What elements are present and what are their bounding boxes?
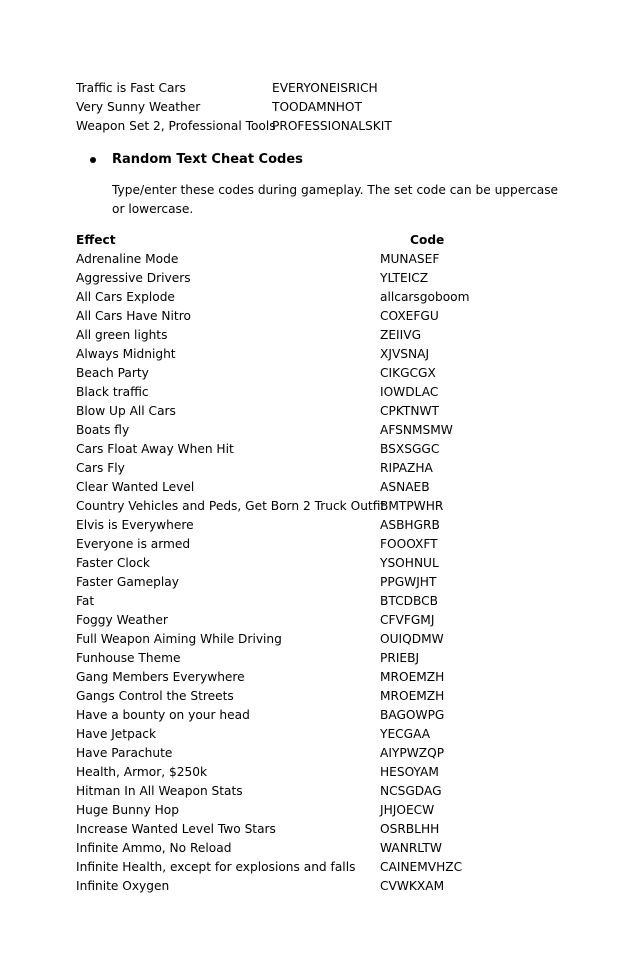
table-row [76, 497, 596, 516]
table-row [76, 250, 596, 269]
effect-cell: Funhouse Theme [76, 651, 181, 665]
table-row [76, 79, 596, 98]
effect-cell: Increase Wanted Level Two Stars [76, 822, 276, 836]
effect-cell: Faster Clock [76, 556, 150, 570]
section-heading-text: Random Text Cheat Codes [112, 152, 303, 167]
effect-cell: Gangs Control the Streets [76, 689, 234, 703]
effect-cell: Infinite Oxygen [76, 879, 170, 893]
code-cell: BTCDBCB [380, 594, 439, 608]
effect-cell: Elvis is Everywhere [76, 518, 194, 532]
effect-cell: Hitman In All Weapon Stats [76, 784, 243, 798]
table-row [76, 706, 596, 725]
code-cell: BMTPWHR [380, 499, 444, 513]
effect-cell: Aggressive Drivers [76, 271, 191, 285]
table-row [76, 326, 596, 345]
effect-cell: Faster Gameplay [76, 575, 179, 589]
table-row [76, 801, 596, 820]
code-cell: RIPAZHA [380, 461, 433, 475]
code-cell: TOODAMNHOT [272, 100, 362, 114]
table-row [76, 630, 596, 649]
intro-paragraph: Type/enter these codes during gameplay. The set code can be uppercase or lowercase. [112, 183, 559, 216]
table-row [76, 307, 596, 326]
code-cell: NCSGDAG [380, 784, 442, 798]
table-row [76, 440, 596, 459]
code-cell: BAGOWPG [380, 708, 445, 722]
table-row [76, 744, 596, 763]
code-cell: PROFESSIONALSKIT [272, 119, 392, 133]
effect-cell: Full Weapon Aiming While Driving [76, 632, 282, 646]
table-row [76, 288, 596, 307]
table-row [76, 649, 596, 668]
code-cell: ASBHGRB [380, 518, 440, 532]
code-cell: ASNAEB [380, 480, 430, 494]
code-cell: CVWKXAM [380, 879, 445, 893]
code-cell: MROEMZH [380, 689, 445, 703]
top-cheat-rows [76, 79, 596, 136]
table-row [76, 459, 596, 478]
code-cell: WANRLTW [380, 841, 442, 855]
table-row [76, 858, 596, 877]
code-cell: ZEIIVG [380, 328, 422, 342]
code-cell: YLTEICZ [380, 271, 429, 285]
table-row [76, 592, 596, 611]
code-cell: allcarsgoboom [380, 290, 470, 304]
code-cell: YECGAA [380, 727, 431, 741]
effect-cell: Foggy Weather [76, 613, 168, 627]
code-cell: COXEFGU [380, 309, 439, 323]
table-row [76, 820, 596, 839]
code-cell: MUNASEF [380, 252, 440, 266]
effect-cell: Country Vehicles and Peds, Get Born 2 Truck Outfit [76, 499, 386, 513]
code-cell: AIYPWZQP [380, 746, 445, 760]
effect-cell: Very Sunny Weather [76, 100, 201, 114]
effect-cell: Traffic is Fast Cars [76, 81, 186, 95]
effect-cell: Have Parachute [76, 746, 173, 760]
code-cell: JHJOECW [380, 803, 435, 817]
effect-cell: Huge Bunny Hop [76, 803, 179, 817]
table-row [76, 421, 596, 440]
table-row [76, 668, 596, 687]
table-row [76, 763, 596, 782]
code-cell: BSXSGGC [380, 442, 440, 456]
code-cell: PPGWJHT [380, 575, 437, 589]
table-row [76, 554, 596, 573]
code-cell: OUIQDMW [380, 632, 444, 646]
table-row [76, 611, 596, 630]
table-row [76, 839, 596, 858]
table-row [76, 687, 596, 706]
effect-cell: Everyone is armed [76, 537, 191, 551]
code-cell: CAINEMVHZC [380, 860, 463, 874]
code-cell: HESOYAM [380, 765, 439, 779]
effect-cell: Have Jetpack [76, 727, 157, 741]
effect-cell: Always Midnight [76, 347, 176, 361]
table-row [76, 782, 596, 801]
code-column-header: Code [410, 233, 445, 247]
effect-cell: Weapon Set 2, Professional Tools [76, 119, 276, 133]
effect-cell: Clear Wanted Level [76, 480, 195, 494]
effect-cell: Boats fly [76, 423, 130, 437]
code-cell: XJVSNAJ [380, 347, 430, 361]
table-row [76, 725, 596, 744]
effect-cell: Infinite Ammo, No Reload [76, 841, 232, 855]
code-cell: IOWDLAC [380, 385, 439, 399]
code-cell: FOOOXFT [380, 537, 438, 551]
code-cell: AFSNMSMW [380, 423, 453, 437]
table-row [76, 383, 596, 402]
table-row [76, 117, 596, 136]
effect-cell: Cars Fly [76, 461, 125, 475]
code-cell: EVERYONEISRICH [272, 81, 378, 95]
effect-cell: All Cars Explode [76, 290, 175, 304]
effect-cell: Adrenaline Mode [76, 252, 179, 266]
effect-column-header: Effect [76, 233, 116, 247]
table-row [76, 98, 596, 117]
code-cell: YSOHNUL [380, 556, 439, 570]
effect-cell: Black traffic [76, 385, 149, 399]
effect-cell: Cars Float Away When Hit [76, 442, 234, 456]
code-cell: CIKGCGX [380, 366, 436, 380]
table-row [76, 269, 596, 288]
table-row [76, 478, 596, 497]
effect-cell: Health, Armor, $250k [76, 765, 208, 779]
table-row [76, 573, 596, 592]
effect-cell: Infinite Health, except for explosions and falls [76, 860, 356, 874]
table-row [76, 345, 596, 364]
table-row [76, 516, 596, 535]
effect-cell: Beach Party [76, 366, 149, 380]
effect-cell: Have a bounty on your head [76, 708, 250, 722]
code-cell: CFVFGMJ [380, 613, 435, 627]
table-header [76, 231, 596, 250]
effect-cell: Gang Members Everywhere [76, 670, 245, 684]
table-row [76, 364, 596, 383]
code-cell: MROEMZH [380, 670, 445, 684]
bullet-icon [90, 157, 96, 163]
code-cell: CPKTNWT [380, 404, 439, 418]
effect-cell: All green lights [76, 328, 168, 342]
table-row [76, 402, 596, 421]
table-row [76, 535, 596, 554]
code-cell: OSRBLHH [380, 822, 440, 836]
effect-cell: All Cars Have Nitro [76, 309, 191, 323]
effect-cell: Fat [76, 594, 95, 608]
table-body [76, 250, 596, 896]
table-row [76, 877, 596, 896]
cheat-code-table [76, 231, 596, 896]
code-cell: PRIEBJ [380, 651, 420, 665]
effect-cell: Blow Up All Cars [76, 404, 176, 418]
